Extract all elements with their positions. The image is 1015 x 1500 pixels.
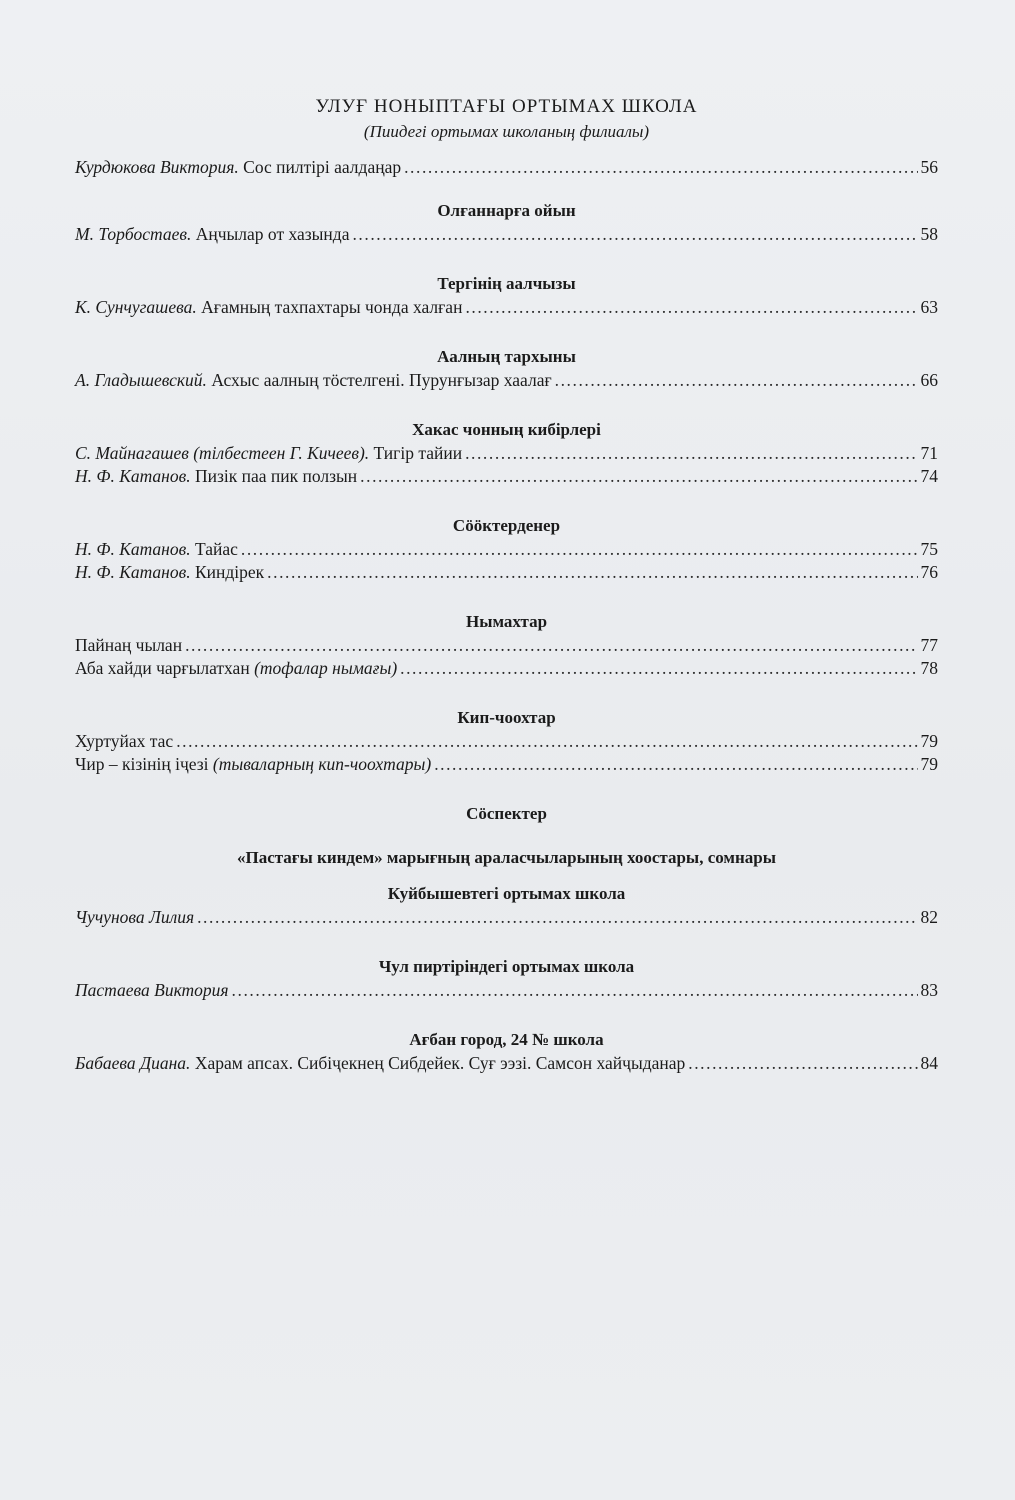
entry-author: Пастаева Виктория — [75, 980, 229, 1000]
section-title: Хакас чонның кибірлері — [412, 420, 601, 439]
dot-leader — [434, 753, 917, 776]
dot-leader — [232, 979, 918, 1002]
dot-leader — [352, 223, 917, 246]
dot-leader — [400, 657, 917, 680]
entry-author: М. Торбостаев. — [75, 224, 192, 244]
section-title: Куйбышевтегі ортымах школа — [387, 884, 626, 903]
entry-title: Харам апсах. Сибіҷекнең Сибдейек. Суғ ээзі. Самсон хайҷыданар — [190, 1053, 686, 1073]
section-title: Олғаннарға ойын — [437, 201, 576, 220]
toc-entry — [75, 223, 938, 246]
entry-title: Аңчылар от хазында — [191, 224, 350, 244]
section-title: Сӧспектер — [466, 804, 547, 823]
entry-page: 63 — [920, 297, 938, 317]
entry-note: (тываларның кип-чоохтары) — [212, 754, 432, 774]
entry-page: 79 — [920, 731, 938, 751]
entry-title: Пизік паа пик ползын — [190, 466, 358, 486]
dot-leader — [185, 634, 917, 657]
dot-leader — [465, 442, 917, 465]
entry-page: 75 — [920, 539, 938, 559]
entry-page: 84 — [920, 1053, 938, 1073]
dot-leader — [555, 369, 918, 392]
section-title: Чул пиртіріндегі ортымах школа — [378, 957, 635, 976]
entry-author: Бабаева Диана. — [75, 1053, 191, 1073]
entry-page: 78 — [920, 658, 938, 678]
dot-leader — [360, 465, 917, 488]
dot-leader — [241, 538, 918, 561]
entry-note: (тофалар нымағы) — [254, 658, 398, 678]
entry-page: 83 — [920, 980, 938, 1000]
toc-entry — [75, 906, 938, 929]
entry-title: Чир – кізінің іҷезі — [75, 754, 213, 774]
toc-entry — [75, 657, 938, 680]
entry-author: Курдюкова Виктория. — [75, 157, 239, 177]
toc-entry — [75, 538, 938, 561]
entry-author: С. Майнагашев (тілбестеен Г. Кичеев). — [75, 443, 370, 463]
entry-page: 74 — [920, 466, 938, 486]
toc-entry — [75, 442, 938, 465]
section-title: Нымахтар — [465, 612, 548, 631]
entry-page: 82 — [920, 907, 938, 927]
entry-page: 79 — [920, 754, 938, 774]
dot-leader — [465, 296, 917, 319]
entry-page: 66 — [920, 370, 938, 390]
entry-title: Киндірек — [190, 562, 265, 582]
entry-title: Асхыс аалның тӧстелгені. Пурунғызар хаалағ — [206, 370, 552, 390]
entry-author: Н. Ф. Катанов. — [75, 539, 191, 559]
entry-title: Аба хайди чарғылатхан — [75, 658, 255, 678]
entry-page: 76 — [920, 562, 938, 582]
entry-author: Н. Ф. Катанов. — [75, 466, 191, 486]
section-title: Тергінің аалчызы — [437, 274, 576, 293]
section-subheading: (Пиидегі ортымах школаның филиалы) — [363, 122, 650, 141]
toc-entry — [75, 753, 938, 776]
toc-entry — [75, 634, 938, 657]
entry-title: Сос пилтірі аалдаңар — [238, 157, 402, 177]
section-title: Сӧӧктерденер — [452, 516, 561, 535]
dot-leader — [267, 561, 917, 584]
entry-author: Чучунова Лилия — [75, 907, 195, 927]
entry-title: Тайас — [190, 539, 238, 559]
section-title: «Пастағы киндем» марығның араласчыларының хоостары, сомнары — [236, 848, 777, 867]
entry-page: 58 — [920, 224, 938, 244]
toc-entry — [75, 296, 938, 319]
entry-title: Тигір тайии — [369, 443, 463, 463]
entry-title: Пайнаң чылан — [75, 635, 183, 655]
dot-leader — [197, 906, 917, 929]
dot-leader — [688, 1052, 917, 1075]
section-heading: УЛУҒ НОНЫПТАҒЫ ОРТЫМАХ ШКОЛА — [315, 96, 698, 117]
toc-entry — [75, 1052, 938, 1075]
toc-entry — [75, 465, 938, 488]
toc-entry — [75, 369, 938, 392]
entry-author: К. Сунчугашева. — [75, 297, 197, 317]
dot-leader — [404, 156, 917, 179]
entry-page: 56 — [920, 157, 938, 177]
section-title: Ағбан город, 24 № школа — [409, 1030, 604, 1049]
section-title: Кип-чоохтар — [457, 708, 556, 727]
entry-author: А. Гладышевский. — [75, 370, 207, 390]
entry-author: Н. Ф. Катанов. — [75, 562, 191, 582]
toc-entry — [75, 730, 938, 753]
dot-leader — [176, 730, 917, 753]
entry-title: Ағамның тахпахтары чонда халған — [196, 297, 463, 317]
entry-title: Хуртуйах тас — [75, 731, 174, 751]
toc-entry — [75, 561, 938, 584]
entry-page: 77 — [920, 635, 938, 655]
table-of-contents — [75, 94, 938, 1075]
entry-page: 71 — [920, 443, 938, 463]
toc-entry — [75, 979, 938, 1002]
toc-entry — [75, 156, 938, 179]
section-title: Аалның тархыны — [437, 347, 576, 366]
